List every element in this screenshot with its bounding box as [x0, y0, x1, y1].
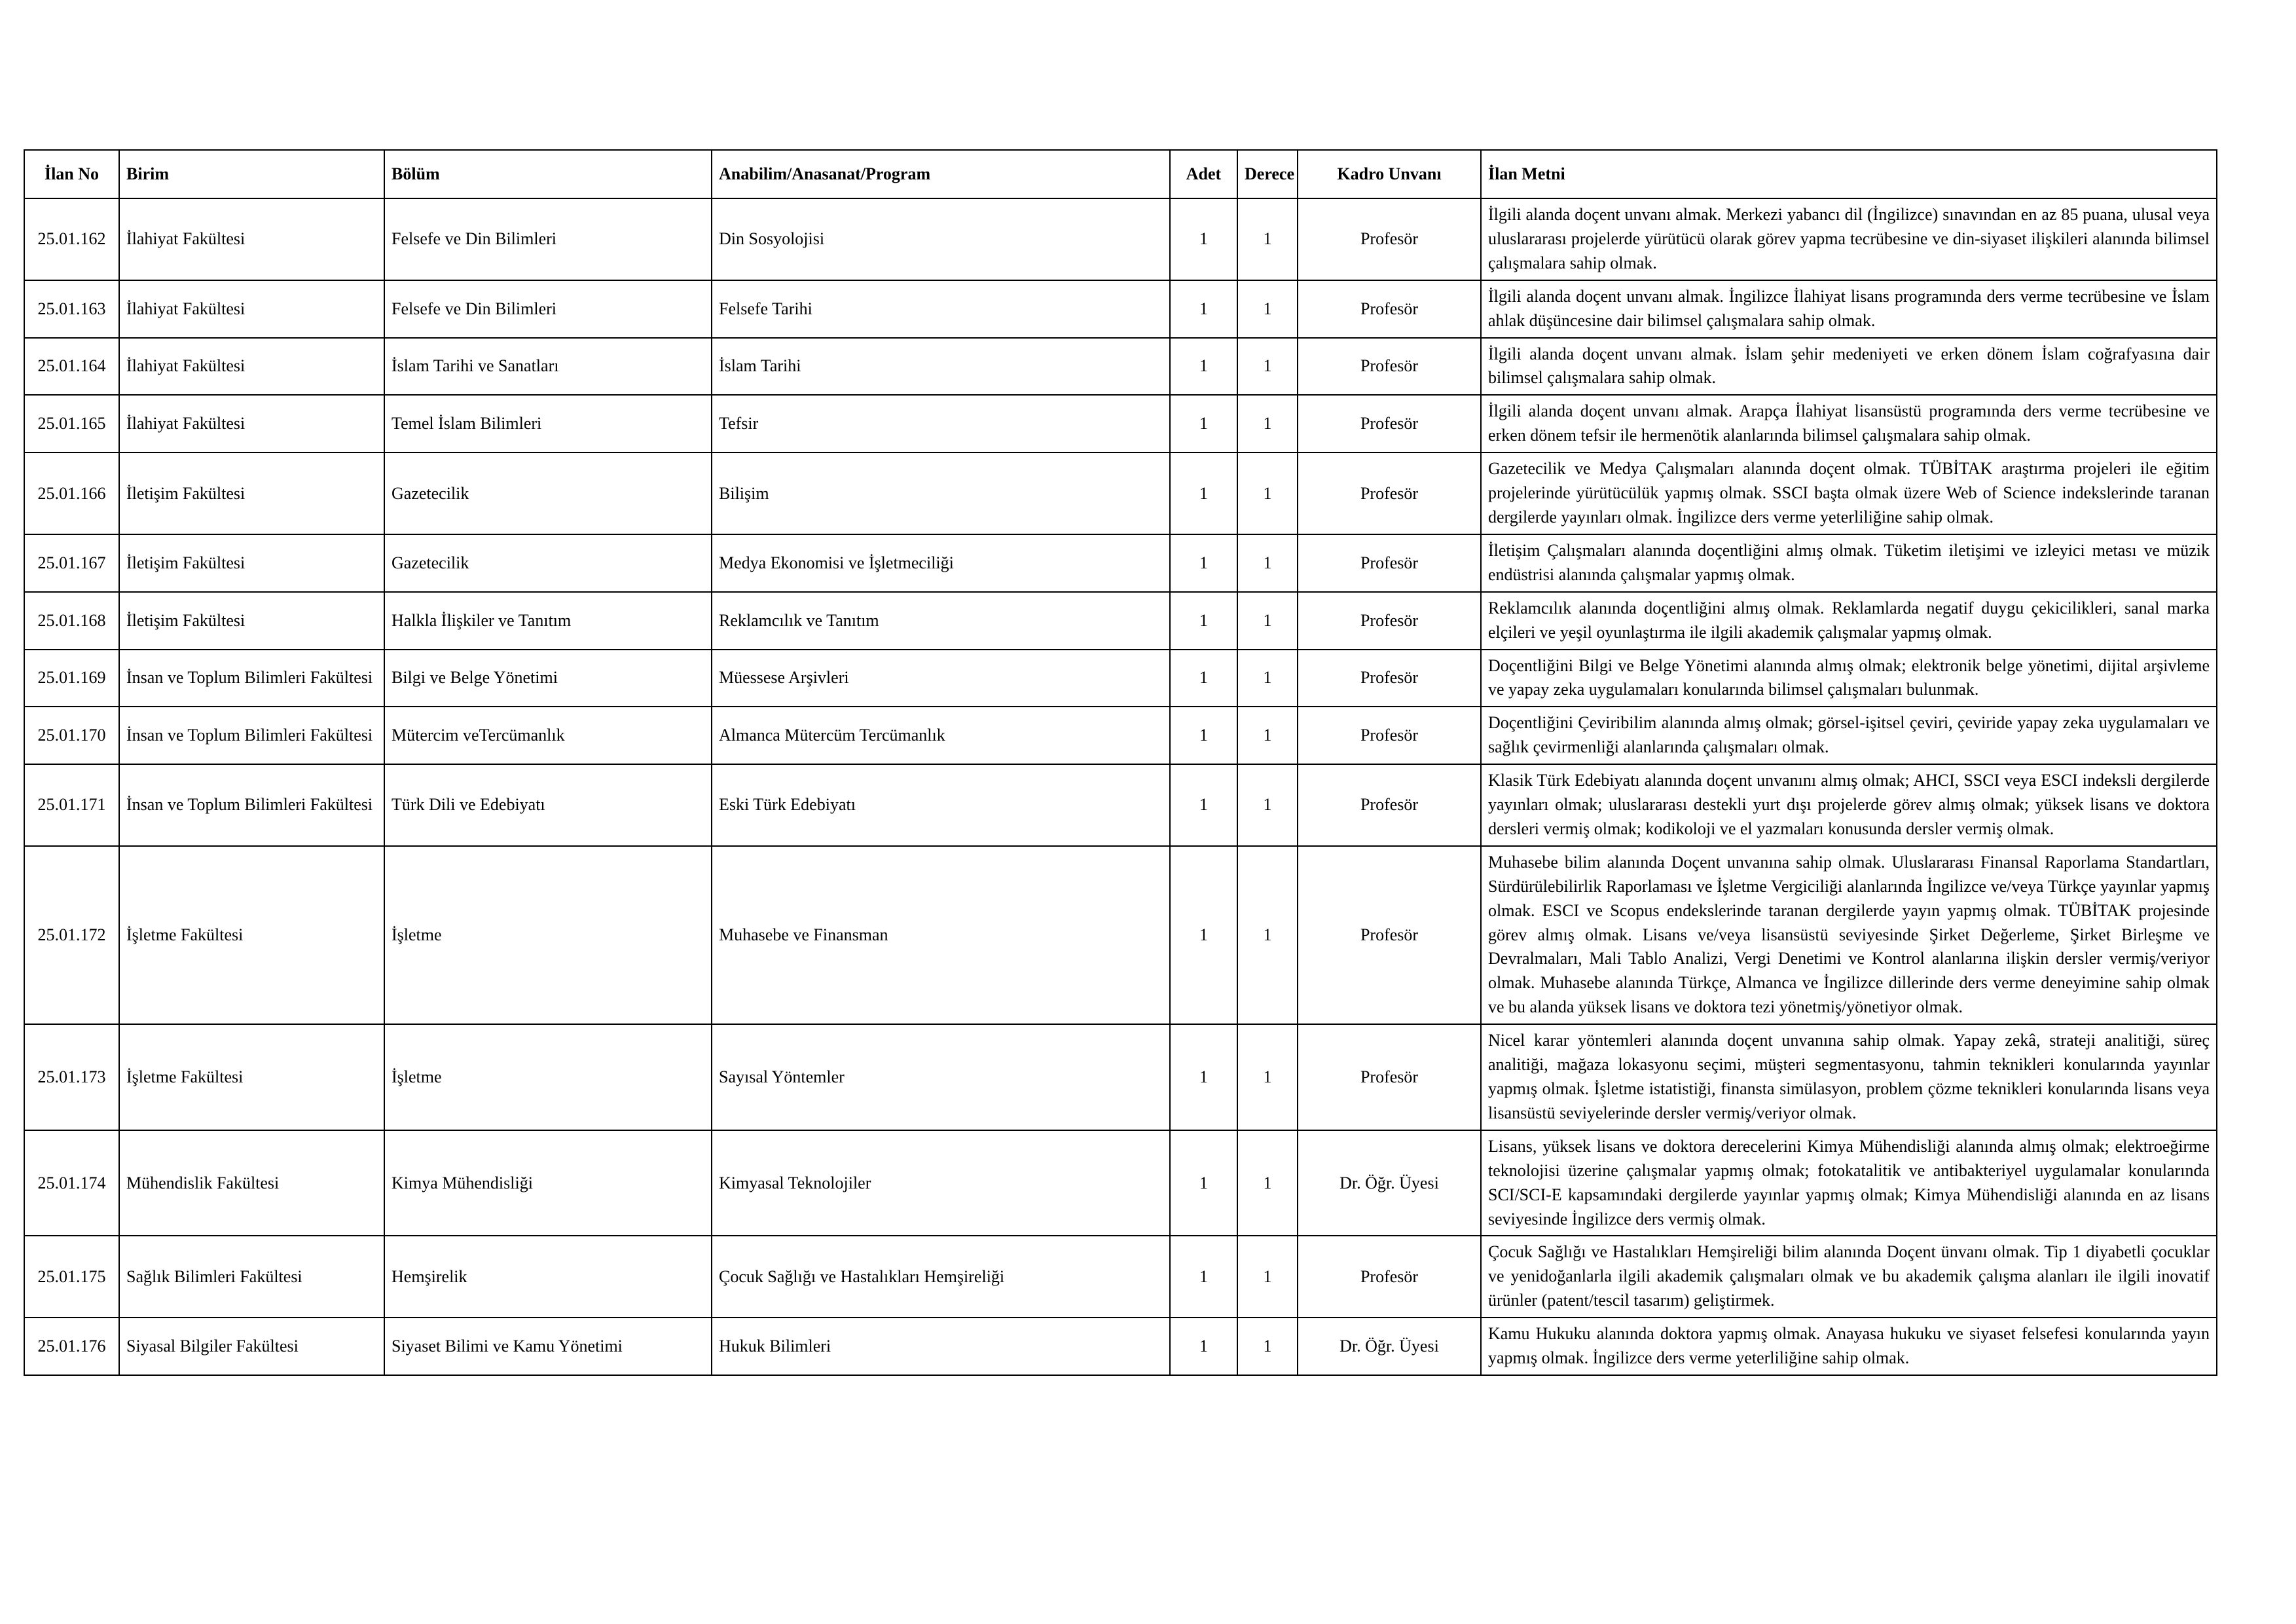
cell-ilan-no: 25.01.169 [24, 650, 119, 707]
cell-ilan-no: 25.01.165 [24, 395, 119, 452]
cell-program: Kimyasal Teknolojiler [712, 1130, 1170, 1236]
cell-ilan-no: 25.01.168 [24, 592, 119, 650]
cell-derece: 1 [1237, 650, 1298, 707]
cell-program: Felsefe Tarihi [712, 280, 1170, 338]
column-header-derece: Derece [1237, 150, 1298, 198]
cell-adet: 1 [1170, 707, 1237, 764]
column-header-ilan-metni: İlan Metni [1481, 150, 2217, 198]
cell-ilan-no: 25.01.167 [24, 534, 119, 592]
cell-program: Eski Türk Edebiyatı [712, 764, 1170, 846]
table-row [24, 534, 2217, 592]
cell-adet: 1 [1170, 1236, 1237, 1318]
column-header-ilan-no: İlan No [24, 150, 119, 198]
cell-program: Sayısal Yöntemler [712, 1024, 1170, 1130]
cell-adet: 1 [1170, 1318, 1237, 1375]
cell-birim: Mühendislik Fakültesi [119, 1130, 384, 1236]
cell-birim: İletişim Fakültesi [119, 592, 384, 650]
cell-derece: 1 [1237, 846, 1298, 1024]
cell-kadro-unvani: Profesör [1298, 534, 1481, 592]
column-header-bolum: Bölüm [384, 150, 712, 198]
cell-ilan-no: 25.01.176 [24, 1318, 119, 1375]
cell-bolum: Hemşirelik [384, 1236, 712, 1318]
table-row [24, 764, 2217, 846]
cell-derece: 1 [1237, 764, 1298, 846]
cell-birim: İşletme Fakültesi [119, 846, 384, 1024]
cell-kadro-unvani: Profesör [1298, 1236, 1481, 1318]
cell-ilan-metni: Çocuk Sağlığı ve Hastalıkları Hemşireliği bilim alanında Doçent ünvanı olmak. Tip 1 diyabetli çocuklar ve yenidoğanlarla ilgili akademik çalışmaları olmak ve bu akademik çalışma alanları ile ilgili inovatif ürünler (patent/tescil tasarım) geliştirmek. [1481, 1236, 2217, 1318]
cell-adet: 1 [1170, 592, 1237, 650]
table-row [24, 846, 2217, 1024]
cell-derece: 1 [1237, 338, 1298, 396]
cell-ilan-metni: İlgili alanda doçent unvanı almak. Arapça İlahiyat lisansüstü programında ders verme tecrübesine ve erken dönem tefsir ile hermenötik alanlarında bilimsel çalışmalara sahip olmak. [1481, 395, 2217, 452]
table-row [24, 592, 2217, 650]
table-row [24, 650, 2217, 707]
cell-bolum: Gazetecilik [384, 452, 712, 534]
cell-adet: 1 [1170, 764, 1237, 846]
cell-bolum: Gazetecilik [384, 534, 712, 592]
table-row [24, 395, 2217, 452]
column-header-birim: Birim [119, 150, 384, 198]
cell-birim: İlahiyat Fakültesi [119, 198, 384, 280]
cell-program: Çocuk Sağlığı ve Hastalıkları Hemşireliği [712, 1236, 1170, 1318]
column-header-adet: Adet [1170, 150, 1237, 198]
cell-birim: İlahiyat Fakültesi [119, 280, 384, 338]
cell-ilan-metni: Doçentliğini Çeviribilim alanında almış olmak; görsel-işitsel çeviri, çeviride yapay zeka uygulamaları ve sağlık çevirmenliği alanlarında çalışmaları olmak. [1481, 707, 2217, 764]
cell-program: Müessese Arşivleri [712, 650, 1170, 707]
cell-ilan-no: 25.01.162 [24, 198, 119, 280]
cell-adet: 1 [1170, 846, 1237, 1024]
cell-ilan-metni: İlgili alanda doçent unvanı almak. Merkezi yabancı dil (İngilizce) sınavından en az 85 puana, ulusal veya uluslararası projelerde yürütücü olarak görev yapma tecrübesine ve din-siyaset ilişkileri alanında bilimsel çalışmalara sahip olmak. [1481, 198, 2217, 280]
cell-kadro-unvani: Profesör [1298, 280, 1481, 338]
table-row [24, 198, 2217, 280]
cell-adet: 1 [1170, 1130, 1237, 1236]
cell-birim: İletişim Fakültesi [119, 534, 384, 592]
cell-ilan-metni: İlgili alanda doçent unvanı almak. İngilizce İlahiyat lisans programında ders verme tecrübesine ve İslam ahlak düşüncesine dair bilimsel çalışmalara sahip olmak. [1481, 280, 2217, 338]
cell-ilan-metni: Nicel karar yöntemleri alanında doçent unvanına sahip olmak. Yapay zekâ, strateji analitiği, süreç analitiği, mağaza lokasyonu seçimi, müşteri segmentasyonu, tahmin teknikleri konularında yayınlar yapmış olmak. İşletme istatistiği, finansta simülasyon, problem çözme teknikleri konularında lisans veya lisansüstü seviyelerinde dersler vermiş/veriyor olmak. [1481, 1024, 2217, 1130]
cell-derece: 1 [1237, 198, 1298, 280]
table-row [24, 1130, 2217, 1236]
table-body [24, 198, 2217, 1375]
cell-program: Muhasebe ve Finansman [712, 846, 1170, 1024]
cell-bolum: Kimya Mühendisliği [384, 1130, 712, 1236]
column-header-program: Anabilim/Anasanat/Program [712, 150, 1170, 198]
cell-kadro-unvani: Profesör [1298, 707, 1481, 764]
cell-ilan-no: 25.01.170 [24, 707, 119, 764]
cell-ilan-metni: Lisans, yüksek lisans ve doktora derecelerini Kimya Mühendisliği alanında almış olmak; elektroeğirme teknolojisi üzerine çalışmalar yapmış olmak; fotokatalitik ve antibakteriyel uygulamalar konularında SCI/SCI-E kapsamındaki dergilerde yayınlar yapmış olmak; Kimya Mühendisliği alanında en az lisans seviyesinde İngilizce ders vermiş olmak. [1481, 1130, 2217, 1236]
cell-ilan-no: 25.01.175 [24, 1236, 119, 1318]
cell-derece: 1 [1237, 1236, 1298, 1318]
cell-adet: 1 [1170, 198, 1237, 280]
cell-kadro-unvani: Profesör [1298, 198, 1481, 280]
table-row [24, 707, 2217, 764]
cell-kadro-unvani: Profesör [1298, 452, 1481, 534]
header-row [24, 150, 2217, 198]
cell-ilan-no: 25.01.171 [24, 764, 119, 846]
cell-ilan-no: 25.01.174 [24, 1130, 119, 1236]
cell-kadro-unvani: Profesör [1298, 338, 1481, 396]
cell-ilan-no: 25.01.163 [24, 280, 119, 338]
cell-birim: İnsan ve Toplum Bilimleri Fakültesi [119, 764, 384, 846]
cell-adet: 1 [1170, 395, 1237, 452]
cell-ilan-metni: İletişim Çalışmaları alanında doçentliğini almış olmak. Tüketim iletişimi ve izleyici metası ve müzik endüstrisi alanında çalışmalar yapmış olmak. [1481, 534, 2217, 592]
cell-kadro-unvani: Profesör [1298, 846, 1481, 1024]
cell-bolum: Türk Dili ve Edebiyatı [384, 764, 712, 846]
table-row [24, 1236, 2217, 1318]
table-row [24, 1318, 2217, 1375]
cell-kadro-unvani: Profesör [1298, 1024, 1481, 1130]
cell-birim: İnsan ve Toplum Bilimleri Fakültesi [119, 707, 384, 764]
cell-kadro-unvani: Profesör [1298, 650, 1481, 707]
cell-program: Reklamcılık ve Tanıtım [712, 592, 1170, 650]
cell-adet: 1 [1170, 1024, 1237, 1130]
cell-bolum: Felsefe ve Din Bilimleri [384, 280, 712, 338]
cell-kadro-unvani: Profesör [1298, 764, 1481, 846]
cell-program: Hukuk Bilimleri [712, 1318, 1170, 1375]
table-header [24, 150, 2217, 198]
cell-birim: Sağlık Bilimleri Fakültesi [119, 1236, 384, 1318]
cell-program: Din Sosyolojisi [712, 198, 1170, 280]
cell-bolum: Felsefe ve Din Bilimleri [384, 198, 712, 280]
cell-bolum: İşletme [384, 1024, 712, 1130]
cell-bolum: Temel İslam Bilimleri [384, 395, 712, 452]
cell-derece: 1 [1237, 395, 1298, 452]
cell-ilan-no: 25.01.173 [24, 1024, 119, 1130]
cell-ilan-metni: Muhasebe bilim alanında Doçent unvanına sahip olmak. Uluslararası Finansal Raporlama Standartları, Sürdürülebilirlik Raporlaması ve İşletme Vergiciliği alanlarında İngilizce ve/veya Türkçe yayınlar yapmış olmak. ESCI ve Scopus endekslerinde taranan dergilerde yayın yapmış olmak. TÜBİTAK projesinde görev almış olmak. Lisans ve/veya lisansüstü seviyesinde Şirket Değerleme, Şirket Birleşme ve Devralmaları, Mali Tablo Analizi, Vergi Denetimi ve Kontrol alanlarına ilişkin dersler vermiş/veriyor olmak. Muhasebe alanında Türkçe, Almanca ve İngilizce dillerinde ders verme deneyimine sahip olmak ve bu alanda yüksek lisans ve doktora tezi yönetmiş/yönetiyor olmak. [1481, 846, 2217, 1024]
cell-adet: 1 [1170, 338, 1237, 396]
cell-birim: İlahiyat Fakültesi [119, 338, 384, 396]
table-row [24, 280, 2217, 338]
cell-adet: 1 [1170, 452, 1237, 534]
cell-program: Bilişim [712, 452, 1170, 534]
cell-ilan-no: 25.01.172 [24, 846, 119, 1024]
cell-kadro-unvani: Dr. Öğr. Üyesi [1298, 1318, 1481, 1375]
cell-kadro-unvani: Dr. Öğr. Üyesi [1298, 1130, 1481, 1236]
cell-program: Tefsir [712, 395, 1170, 452]
column-header-kadro-unvani: Kadro Unvanı [1298, 150, 1481, 198]
cell-birim: İlahiyat Fakültesi [119, 395, 384, 452]
cell-adet: 1 [1170, 534, 1237, 592]
academic-positions-table [24, 149, 2217, 1376]
cell-ilan-metni: Kamu Hukuku alanında doktora yapmış olmak. Anayasa hukuku ve siyaset felsefesi konularında yayın yapmış olmak. İngilizce ders verme yeterliliğine sahip olmak. [1481, 1318, 2217, 1375]
cell-ilan-metni: Reklamcılık alanında doçentliğini almış olmak. Reklamlarda negatif duygu çekicilikleri, sanal marka elçileri ve yeşil oyunlaştırma ile ilgili akademik çalışmalar yapmış olmak. [1481, 592, 2217, 650]
cell-birim: İşletme Fakültesi [119, 1024, 384, 1130]
cell-derece: 1 [1237, 592, 1298, 650]
cell-adet: 1 [1170, 650, 1237, 707]
cell-ilan-metni: Klasik Türk Edebiyatı alanında doçent unvanını almış olmak; AHCI, SSCI veya ESCI indeksli dergilerde yayınları olmak; uluslararası destekli yurt dışı projelerde görev almış olmak; yüksek lisans ve doktora dersleri vermiş olmak; kodikoloji ve el yazmaları konusunda dersler vermiş olmak. [1481, 764, 2217, 846]
cell-bolum: İslam Tarihi ve Sanatları [384, 338, 712, 396]
cell-kadro-unvani: Profesör [1298, 395, 1481, 452]
cell-bolum: İşletme [384, 846, 712, 1024]
cell-birim: Siyasal Bilgiler Fakültesi [119, 1318, 384, 1375]
cell-derece: 1 [1237, 1024, 1298, 1130]
table-row [24, 452, 2217, 534]
cell-ilan-metni: Gazetecilik ve Medya Çalışmaları alanında doçent olmak. TÜBİTAK araştırma projeleri ile eğitim projelerinde yürütücülük yapmış olmak. SSCI başta olmak üzere Web of Science indekslerinde taranan dergilerde yayınları olmak. İngilizce ders verme yeterliliğine sahip olmak. [1481, 452, 2217, 534]
cell-birim: İletişim Fakültesi [119, 452, 384, 534]
cell-bolum: Bilgi ve Belge Yönetimi [384, 650, 712, 707]
cell-ilan-metni: Doçentliğini Bilgi ve Belge Yönetimi alanında almış olmak; elektronik belge yönetimi, dijital arşivleme ve yapay zeka uygulamaları konularında bilimsel çalışmaları bulunmak. [1481, 650, 2217, 707]
cell-adet: 1 [1170, 280, 1237, 338]
cell-derece: 1 [1237, 534, 1298, 592]
cell-program: Almanca Mütercüm Tercümanlık [712, 707, 1170, 764]
cell-derece: 1 [1237, 707, 1298, 764]
cell-bolum: Siyaset Bilimi ve Kamu Yönetimi [384, 1318, 712, 1375]
cell-derece: 1 [1237, 452, 1298, 534]
cell-ilan-no: 25.01.166 [24, 452, 119, 534]
cell-bolum: Mütercim veTercümanlık [384, 707, 712, 764]
table-row [24, 1024, 2217, 1130]
cell-ilan-metni: İlgili alanda doçent unvanı almak. İslam şehir medeniyeti ve erken dönem İslam coğrafyasına dair bilimsel çalışmalara sahip olmak. [1481, 338, 2217, 396]
cell-program: Medya Ekonomisi ve İşletmeciliği [712, 534, 1170, 592]
cell-ilan-no: 25.01.164 [24, 338, 119, 396]
cell-derece: 1 [1237, 1318, 1298, 1375]
table-row [24, 338, 2217, 396]
cell-kadro-unvani: Profesör [1298, 592, 1481, 650]
cell-derece: 1 [1237, 280, 1298, 338]
cell-program: İslam Tarihi [712, 338, 1170, 396]
cell-derece: 1 [1237, 1130, 1298, 1236]
cell-birim: İnsan ve Toplum Bilimleri Fakültesi [119, 650, 384, 707]
cell-bolum: Halkla İlişkiler ve Tanıtım [384, 592, 712, 650]
